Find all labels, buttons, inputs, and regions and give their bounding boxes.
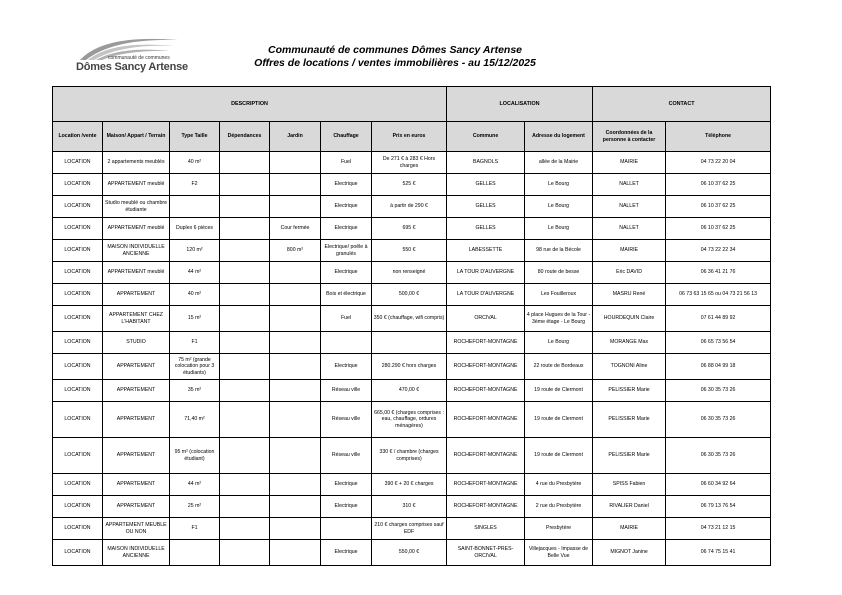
table-cell (220, 284, 270, 306)
table-cell (220, 540, 270, 566)
table-cell: à partir de 290 € (372, 196, 447, 218)
table-cell: LOCATION (53, 262, 103, 284)
table-cell: 15 m² (170, 306, 220, 332)
table-cell: 120 m² (170, 240, 220, 262)
table-cell (220, 380, 270, 402)
table-cell: APPARTEMENT meublé (103, 218, 170, 240)
col-header: Téléphone (666, 122, 771, 152)
table-cell (170, 196, 220, 218)
table-cell: LOCATION (53, 518, 103, 540)
table-cell (220, 474, 270, 496)
table-cell: MAISON INDIVIDUELLE ANCIENNE (103, 540, 170, 566)
table-cell: APPARTEMENT (103, 474, 170, 496)
logo-small-text: communauté de communes (108, 55, 170, 61)
table-cell: LOCATION (53, 218, 103, 240)
table-cell: 98 rue de la Bécole (525, 240, 593, 262)
table-cell: Réseau ville (321, 402, 372, 438)
table-cell: 550 € (372, 240, 447, 262)
table-cell: 71,40 m² (170, 402, 220, 438)
table-row (53, 438, 771, 474)
table-cell: LOCATION (53, 496, 103, 518)
table-cell (270, 306, 321, 332)
table-cell: 390 € + 20 € charges (372, 474, 447, 496)
table-cell: HOURDEQUIN Claire (593, 306, 666, 332)
table-cell (321, 518, 372, 540)
table-cell: Electrique (321, 174, 372, 196)
table-cell: ROCHEFORT-MONTAGNE (447, 380, 525, 402)
table-cell: LOCATION (53, 306, 103, 332)
table-row (53, 262, 771, 284)
table-cell: 25 m² (170, 496, 220, 518)
table-cell (270, 332, 321, 354)
table-cell (321, 332, 372, 354)
table-cell: PELISSIER Marie (593, 402, 666, 438)
table-cell: Electrique (321, 354, 372, 380)
section-localisation: LOCALISATION (447, 87, 593, 122)
page-title: Communauté de communes Dômes Sancy Artense (267, 44, 522, 56)
table-cell: NALLET (593, 218, 666, 240)
table-cell: 07 61 44 89 92 (666, 306, 771, 332)
table-cell: LOCATION (53, 438, 103, 474)
table-cell: APPARTEMENT (103, 496, 170, 518)
table-row (53, 332, 771, 354)
table-cell: 80 route de besse (525, 262, 593, 284)
offers-table (52, 86, 771, 566)
table-cell: 06 79 13 76 54 (666, 496, 771, 518)
table-cell: Electrique (321, 196, 372, 218)
table-cell: 525 € (372, 174, 447, 196)
table-cell: Electrique (321, 540, 372, 566)
table-cell: ROCHEFORT-MONTAGNE (447, 402, 525, 438)
table-cell: 350 € (chauffage, wifi compris) (372, 306, 447, 332)
table-cell: Réseau ville (321, 380, 372, 402)
table-cell: 500,00 € (372, 284, 447, 306)
table-cell: LOCATION (53, 380, 103, 402)
table-cell: Presbytère (525, 518, 593, 540)
table-cell: MAIRIE (593, 240, 666, 262)
table-cell: 2 appartements meublés (103, 152, 170, 174)
table-cell: Cour fermée (270, 218, 321, 240)
table-cell: ROCHEFORT-MONTAGNE (447, 496, 525, 518)
table-cell: APPARTEMENT (103, 402, 170, 438)
table-cell: non renseigné (372, 262, 447, 284)
table-cell: LA TOUR D'AUVERGNE (447, 262, 525, 284)
table-cell: Electrique (321, 474, 372, 496)
table-cell: MAIRIE (593, 152, 666, 174)
table-cell: 06 10 37 62 25 (666, 196, 771, 218)
logo-big-text: Dômes Sancy Artense (76, 61, 188, 73)
table-cell: Electrique (321, 496, 372, 518)
table-cell: 04 73 22 22 34 (666, 240, 771, 262)
table-cell: Réseau ville (321, 438, 372, 474)
table-cell: MAIRIE (593, 518, 666, 540)
table-cell: 06 65 73 56 54 (666, 332, 771, 354)
table-row (53, 174, 771, 196)
table-cell: 800 m² (270, 240, 321, 262)
table-cell: SAINT-BONNET-PRES-ORCIVAL (447, 540, 525, 566)
table-cell: APPARTEMENT (103, 380, 170, 402)
section-contact: CONTACT (593, 87, 771, 122)
table-cell: Electrique/ poêle à granulés (321, 240, 372, 262)
table-cell: APPARTEMENT meublé (103, 174, 170, 196)
table-cell (270, 540, 321, 566)
table-row (53, 306, 771, 332)
table-cell: 280.290 € hors charges (372, 354, 447, 380)
table-cell: LOCATION (53, 152, 103, 174)
col-header: Prix en euros (372, 122, 447, 152)
table-cell: 04 73 22 20 04 (666, 152, 771, 174)
table-cell (220, 496, 270, 518)
table-cell: APPARTEMENT (103, 354, 170, 380)
table-cell: MIGNOT Janine (593, 540, 666, 566)
table-cell: 44 m² (170, 262, 220, 284)
table-cell: APPARTEMENT MEUBLE OU NON (103, 518, 170, 540)
table-cell: Le Bourg (525, 218, 593, 240)
table-row (53, 518, 771, 540)
col-header: Type Taille (170, 122, 220, 152)
table-cell: GELLES (447, 218, 525, 240)
table-cell: 95 m² (colocation étudiant) (170, 438, 220, 474)
col-header: Location /vente (53, 122, 103, 152)
table-cell (270, 402, 321, 438)
table-cell: PELISSIER Marie (593, 438, 666, 474)
table-cell: ORCIVAL (447, 306, 525, 332)
table-cell: LOCATION (53, 354, 103, 380)
table-body (53, 152, 771, 566)
table-cell: 19 route de Clermont (525, 402, 593, 438)
table-cell: PELISSIER Marie (593, 380, 666, 402)
table-cell: Les Fouilleroux (525, 284, 593, 306)
table-cell: APPARTEMENT CHEZ L'HABITANT (103, 306, 170, 332)
table-cell: MAISON INDIVIDUELLE ANCIENNE (103, 240, 170, 262)
section-description: DESCRIPTION (53, 87, 447, 122)
table-cell: 470,00 € (372, 380, 447, 402)
table-row (53, 474, 771, 496)
table-cell: ROCHEFORT-MONTAGNE (447, 474, 525, 496)
table-cell: 19 route de Clermont (525, 380, 593, 402)
table-cell: APPARTEMENT meublé (103, 262, 170, 284)
table-cell: 210 € charges comprises sauf EDF (372, 518, 447, 540)
table-row (53, 196, 771, 218)
table-cell: 06 60 34 92 64 (666, 474, 771, 496)
table-cell: LOCATION (53, 402, 103, 438)
table-cell (220, 518, 270, 540)
table-cell: MORANGE Max (593, 332, 666, 354)
table-row (53, 380, 771, 402)
table-cell (220, 438, 270, 474)
table-cell: 04 73 21 12 15 (666, 518, 771, 540)
table-cell (220, 196, 270, 218)
table-cell: LOCATION (53, 196, 103, 218)
table-cell (270, 284, 321, 306)
table-cell (270, 496, 321, 518)
table-cell: LOCATION (53, 474, 103, 496)
table-row (53, 354, 771, 380)
table-cell: 22 route de Bordeaux (525, 354, 593, 380)
table-cell (220, 306, 270, 332)
col-header: Jardin (270, 122, 321, 152)
table-cell: 310 € (372, 496, 447, 518)
table-cell: 06 10 37 62 25 (666, 174, 771, 196)
table-row (53, 402, 771, 438)
table-cell: NALLET (593, 174, 666, 196)
table-cell (270, 152, 321, 174)
table-cell (220, 240, 270, 262)
table-cell: 665,00 € (charges comprises : eau, chauffage, ordures ménagères) (372, 402, 447, 438)
table-cell: ROCHEFORT-MONTAGNE (447, 354, 525, 380)
table-cell (220, 262, 270, 284)
table-cell: allée de la Mairie (525, 152, 593, 174)
table-cell: RIVALIER Daniel (593, 496, 666, 518)
table-cell: 75 m² (grande colocation pour 3 étudiants) (170, 354, 220, 380)
table-cell: 330 € / chambre (charges comprises) (372, 438, 447, 474)
table-cell: 35 m² (170, 380, 220, 402)
table-cell: 06 30 35 73 26 (666, 438, 771, 474)
table-cell: GELLES (447, 196, 525, 218)
table-cell: GELLES (447, 174, 525, 196)
table-cell: ROCHEFORT-MONTAGNE (447, 438, 525, 474)
table-cell: SPISS Fabien (593, 474, 666, 496)
table-cell: 06 73 63 15 65 ou 04 73 21 56 13 (666, 284, 771, 306)
table-cell (270, 196, 321, 218)
table-cell (372, 332, 447, 354)
table-cell (220, 174, 270, 196)
table-cell (220, 332, 270, 354)
table-cell (270, 174, 321, 196)
table-cell: 06 30 35 73 26 (666, 380, 771, 402)
table-cell: Le Bourg (525, 332, 593, 354)
table-cell: F2 (170, 174, 220, 196)
logo (74, 32, 188, 80)
table-cell: Studio meublé ou chambre étudiante (103, 196, 170, 218)
table-cell: NALLET (593, 196, 666, 218)
table-cell: 06 36 41 21 76 (666, 262, 771, 284)
table-row (53, 540, 771, 566)
table-cell: Villejacques - Impasse de Belle Vue (525, 540, 593, 566)
table-row (53, 152, 771, 174)
table-row (53, 284, 771, 306)
table-cell: 2 rue du Presbytère (525, 496, 593, 518)
table-cell: 06 74 75 15 41 (666, 540, 771, 566)
table-cell (270, 518, 321, 540)
table-row (53, 496, 771, 518)
table-cell: Eric DAVID (593, 262, 666, 284)
table-cell: Electrique (321, 218, 372, 240)
table-cell: Le Bourg (525, 174, 593, 196)
col-header: Commune (447, 122, 525, 152)
table-cell (270, 262, 321, 284)
table-cell (220, 152, 270, 174)
table-cell (270, 354, 321, 380)
table-row (53, 218, 771, 240)
col-header: Coordonnées de la personne à contacter (593, 122, 666, 152)
table-cell: LOCATION (53, 284, 103, 306)
table-cell (170, 540, 220, 566)
table-cell: 44 m² (170, 474, 220, 496)
page-subtitle: Offres de locations / ventes immobilières - au 15/12/2025 (254, 57, 536, 69)
table-cell (270, 474, 321, 496)
table-cell: Fuel (321, 306, 372, 332)
table-cell: MASRU René (593, 284, 666, 306)
table-row (53, 240, 771, 262)
table-cell: STUDIO (103, 332, 170, 354)
table-cell: LOCATION (53, 540, 103, 566)
table-cell (270, 438, 321, 474)
table-cell: 19 route de Clermont (525, 438, 593, 474)
table-cell: Duplex 6 pièces (170, 218, 220, 240)
table-cell: Electrique (321, 262, 372, 284)
table-cell: BAGNOLS (447, 152, 525, 174)
table-cell: LABESSETTE (447, 240, 525, 262)
table-cell: APPARTEMENT (103, 438, 170, 474)
col-header: Dépendances (220, 122, 270, 152)
col-header: Maison/ Appart / Terrain (103, 122, 170, 152)
table-cell: ROCHEFORT-MONTAGNE (447, 332, 525, 354)
table-cell (220, 354, 270, 380)
table-cell: SINGLES (447, 518, 525, 540)
table-cell: APPARTEMENT (103, 284, 170, 306)
table-cell: 695 € (372, 218, 447, 240)
table-cell (220, 402, 270, 438)
table-cell: De 271 € à 283 € Hors charges (372, 152, 447, 174)
table-cell: LA TOUR D'AUVERGNE (447, 284, 525, 306)
table-cell: F1 (170, 518, 220, 540)
table-cell: 550,00 € (372, 540, 447, 566)
table-cell: 06 88 04 99 18 (666, 354, 771, 380)
col-header: Adresse du logement (525, 122, 593, 152)
table-cell: 40 m² (170, 152, 220, 174)
table-cell: 06 30 35 73 26 (666, 402, 771, 438)
table-cell: Fuel (321, 152, 372, 174)
table-cell: LOCATION (53, 332, 103, 354)
table-cell: LOCATION (53, 240, 103, 262)
table-cell (220, 218, 270, 240)
table-cell: 4 place Hugues de la Tour - 3ème étage - Le Bourg (525, 306, 593, 332)
table-cell: TOGNONI Aline (593, 354, 666, 380)
table-cell: F1 (170, 332, 220, 354)
table-cell: Bois et électrique (321, 284, 372, 306)
table-cell: Le Bourg (525, 196, 593, 218)
table-cell (270, 380, 321, 402)
col-header: Chauffage (321, 122, 372, 152)
table-cell: 4 rue du Presbytère (525, 474, 593, 496)
table-cell: LOCATION (53, 174, 103, 196)
table-cell: 40 m² (170, 284, 220, 306)
table-cell: 06 10 37 62 25 (666, 218, 771, 240)
